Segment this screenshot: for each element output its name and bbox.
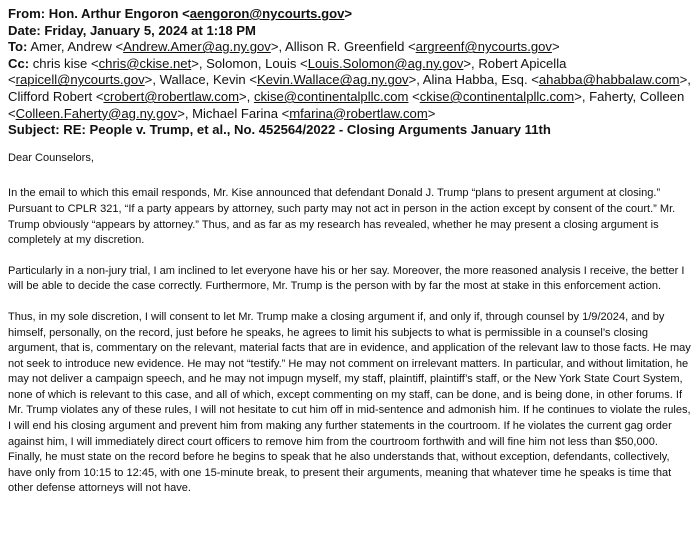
email-address-link[interactable]: ckise@continentalpllc.com xyxy=(419,88,575,104)
from-value: Hon. Arthur Engoron <aengoron@nycourts.gov> xyxy=(48,6,353,21)
email-address-link[interactable]: argreenf@nycourts.gov xyxy=(415,39,552,55)
email-address-link[interactable]: chris@ckise.net xyxy=(98,55,192,71)
subject-label: Subject: xyxy=(8,122,60,138)
greeting: Dear Counselors, xyxy=(8,151,94,164)
recipient-name-text: >, Robert Apicella < xyxy=(8,55,567,88)
email-address-link[interactable]: ckise@continentalpllc.com xyxy=(253,88,409,104)
email-address-link[interactable]: Louis.Solomon@ag.ny.gov xyxy=(307,55,464,71)
recipient-name-text: >, Wallace, Kevin < xyxy=(144,72,257,88)
recipient-name-text: > xyxy=(427,105,436,121)
email-address-link[interactable]: Andrew.Amer@ag.ny.gov xyxy=(123,39,271,55)
to-label: To: xyxy=(8,39,28,55)
recipient-name-text: > xyxy=(551,39,560,55)
from-label: From: xyxy=(8,6,46,21)
recipient-name-text: >, Solomon, Louis < xyxy=(191,55,308,71)
recipient-name-text: >, xyxy=(239,88,254,104)
recipient-name-text: >, Allison R. Greenfield < xyxy=(270,39,416,55)
recipient-name-text: Amer, Andrew < xyxy=(30,39,124,55)
to-recipients xyxy=(30,39,559,54)
cc-recipients xyxy=(8,56,691,121)
email-address-link[interactable]: Kevin.Wallace@ag.ny.gov xyxy=(257,72,409,88)
email-address-link[interactable]: ahabba@habbalaw.com xyxy=(538,72,680,88)
email-address-link[interactable]: rapicell@nycourts.gov xyxy=(15,72,145,88)
body-paragraph-1: In the email to which this email responds, Mr. Kise announced that defendant Donald J. Trump “plans to present argument at closing.” Pursuant to CPLR 321, “If a party appears by attorney, such party may not act in person in the action except by consent of the court.” Mr. Trump obviously “appears by attorney.” Thus, and as far as my research has revealed, whether he may present a closing argument is completely at my discretion. xyxy=(8,187,676,247)
body-paragraph-3: Thus, in my sole discretion, I will consent to let Mr. Trump make a closing argument if, and only if, through counsel by 1/9/2024, and by himself, personally, on the record, just before he speaks, he agrees to limit his subjects to what is permissible in a counsel’s closing argument, that is, commentary on the relevant, material facts that are in evidence, and application of the relevant law to those facts. He may not seek to introduce new evidence. He may not “testify.” He may not comment on irrelevant matters. In particular, and without limitation, he may not deliver a campaign speech, and he may not impugn myself, my staff, plaintiff, plaintiff’s staff, or the New York State Court System, none of which is relevant to this case, and all of which, except commenting on my staff, can be done, and is being done, in other forums. If Mr. Trump violates any of these rules, I will not hesitate to cut him off in mid-sentence and admonish him. If he continues to violate the rules, I will end his closing argument and prevent him from making any further statements in the courtroom. If he violates the current gag order against him, I will immediately direct court officers to remove him from the courtroom forthwith and will fine him not less than $50,000. Finally, he must state on the record before he begins to speak that he also understands that, without exception, defendants, collectively, have only from 10:15 to 12:45, with one 15-minute break, to present their arguments, meaning that whatever time he speaks is time that other defense attorneys will not have. xyxy=(8,310,691,495)
email-address-link[interactable]: Colleen.Faherty@ag.ny.gov xyxy=(15,105,178,121)
email-address-link[interactable]: mfarina@robertlaw.com xyxy=(289,105,428,121)
recipient-name-text: chris kise < xyxy=(32,55,99,71)
date-line xyxy=(8,23,692,40)
to-line xyxy=(8,39,692,56)
from-email-link[interactable]: aengoron@nycourts.gov xyxy=(189,6,345,21)
subject-value: RE: People v. Trump, et al., No. 452564/2022 - Closing Arguments January 11th xyxy=(63,122,551,138)
recipient-name-text: < xyxy=(408,88,420,104)
recipient-name-text: >, Faherty, Colleen < xyxy=(8,88,685,121)
email-body xyxy=(8,151,692,497)
cc-line xyxy=(8,56,692,122)
recipient-name-text: >, Michael Farina < xyxy=(177,105,290,121)
email-header xyxy=(8,6,692,139)
date-value: Friday, January 5, 2024 at 1:18 PM xyxy=(44,22,256,38)
subject-line xyxy=(8,122,692,139)
cc-label: Cc: xyxy=(8,55,30,71)
recipient-name-text: >, Clifford Robert < xyxy=(8,72,691,104)
body-paragraph-2: Particularly in a non-jury trial, I am inclined to let everyone have his or her say. Moreover, the more reasoned analysis I receive, the better I will be able to decide the case correctly. Furthermore, Mr. Trump is the person with by far the most at stake in this enforcement action. xyxy=(8,264,685,293)
date-label: Date: xyxy=(8,22,41,38)
email-address-link[interactable]: crobert@robertlaw.com xyxy=(103,88,240,104)
from-line xyxy=(8,6,692,23)
recipient-name-text: >, Alina Habba, Esq. < xyxy=(408,72,539,88)
